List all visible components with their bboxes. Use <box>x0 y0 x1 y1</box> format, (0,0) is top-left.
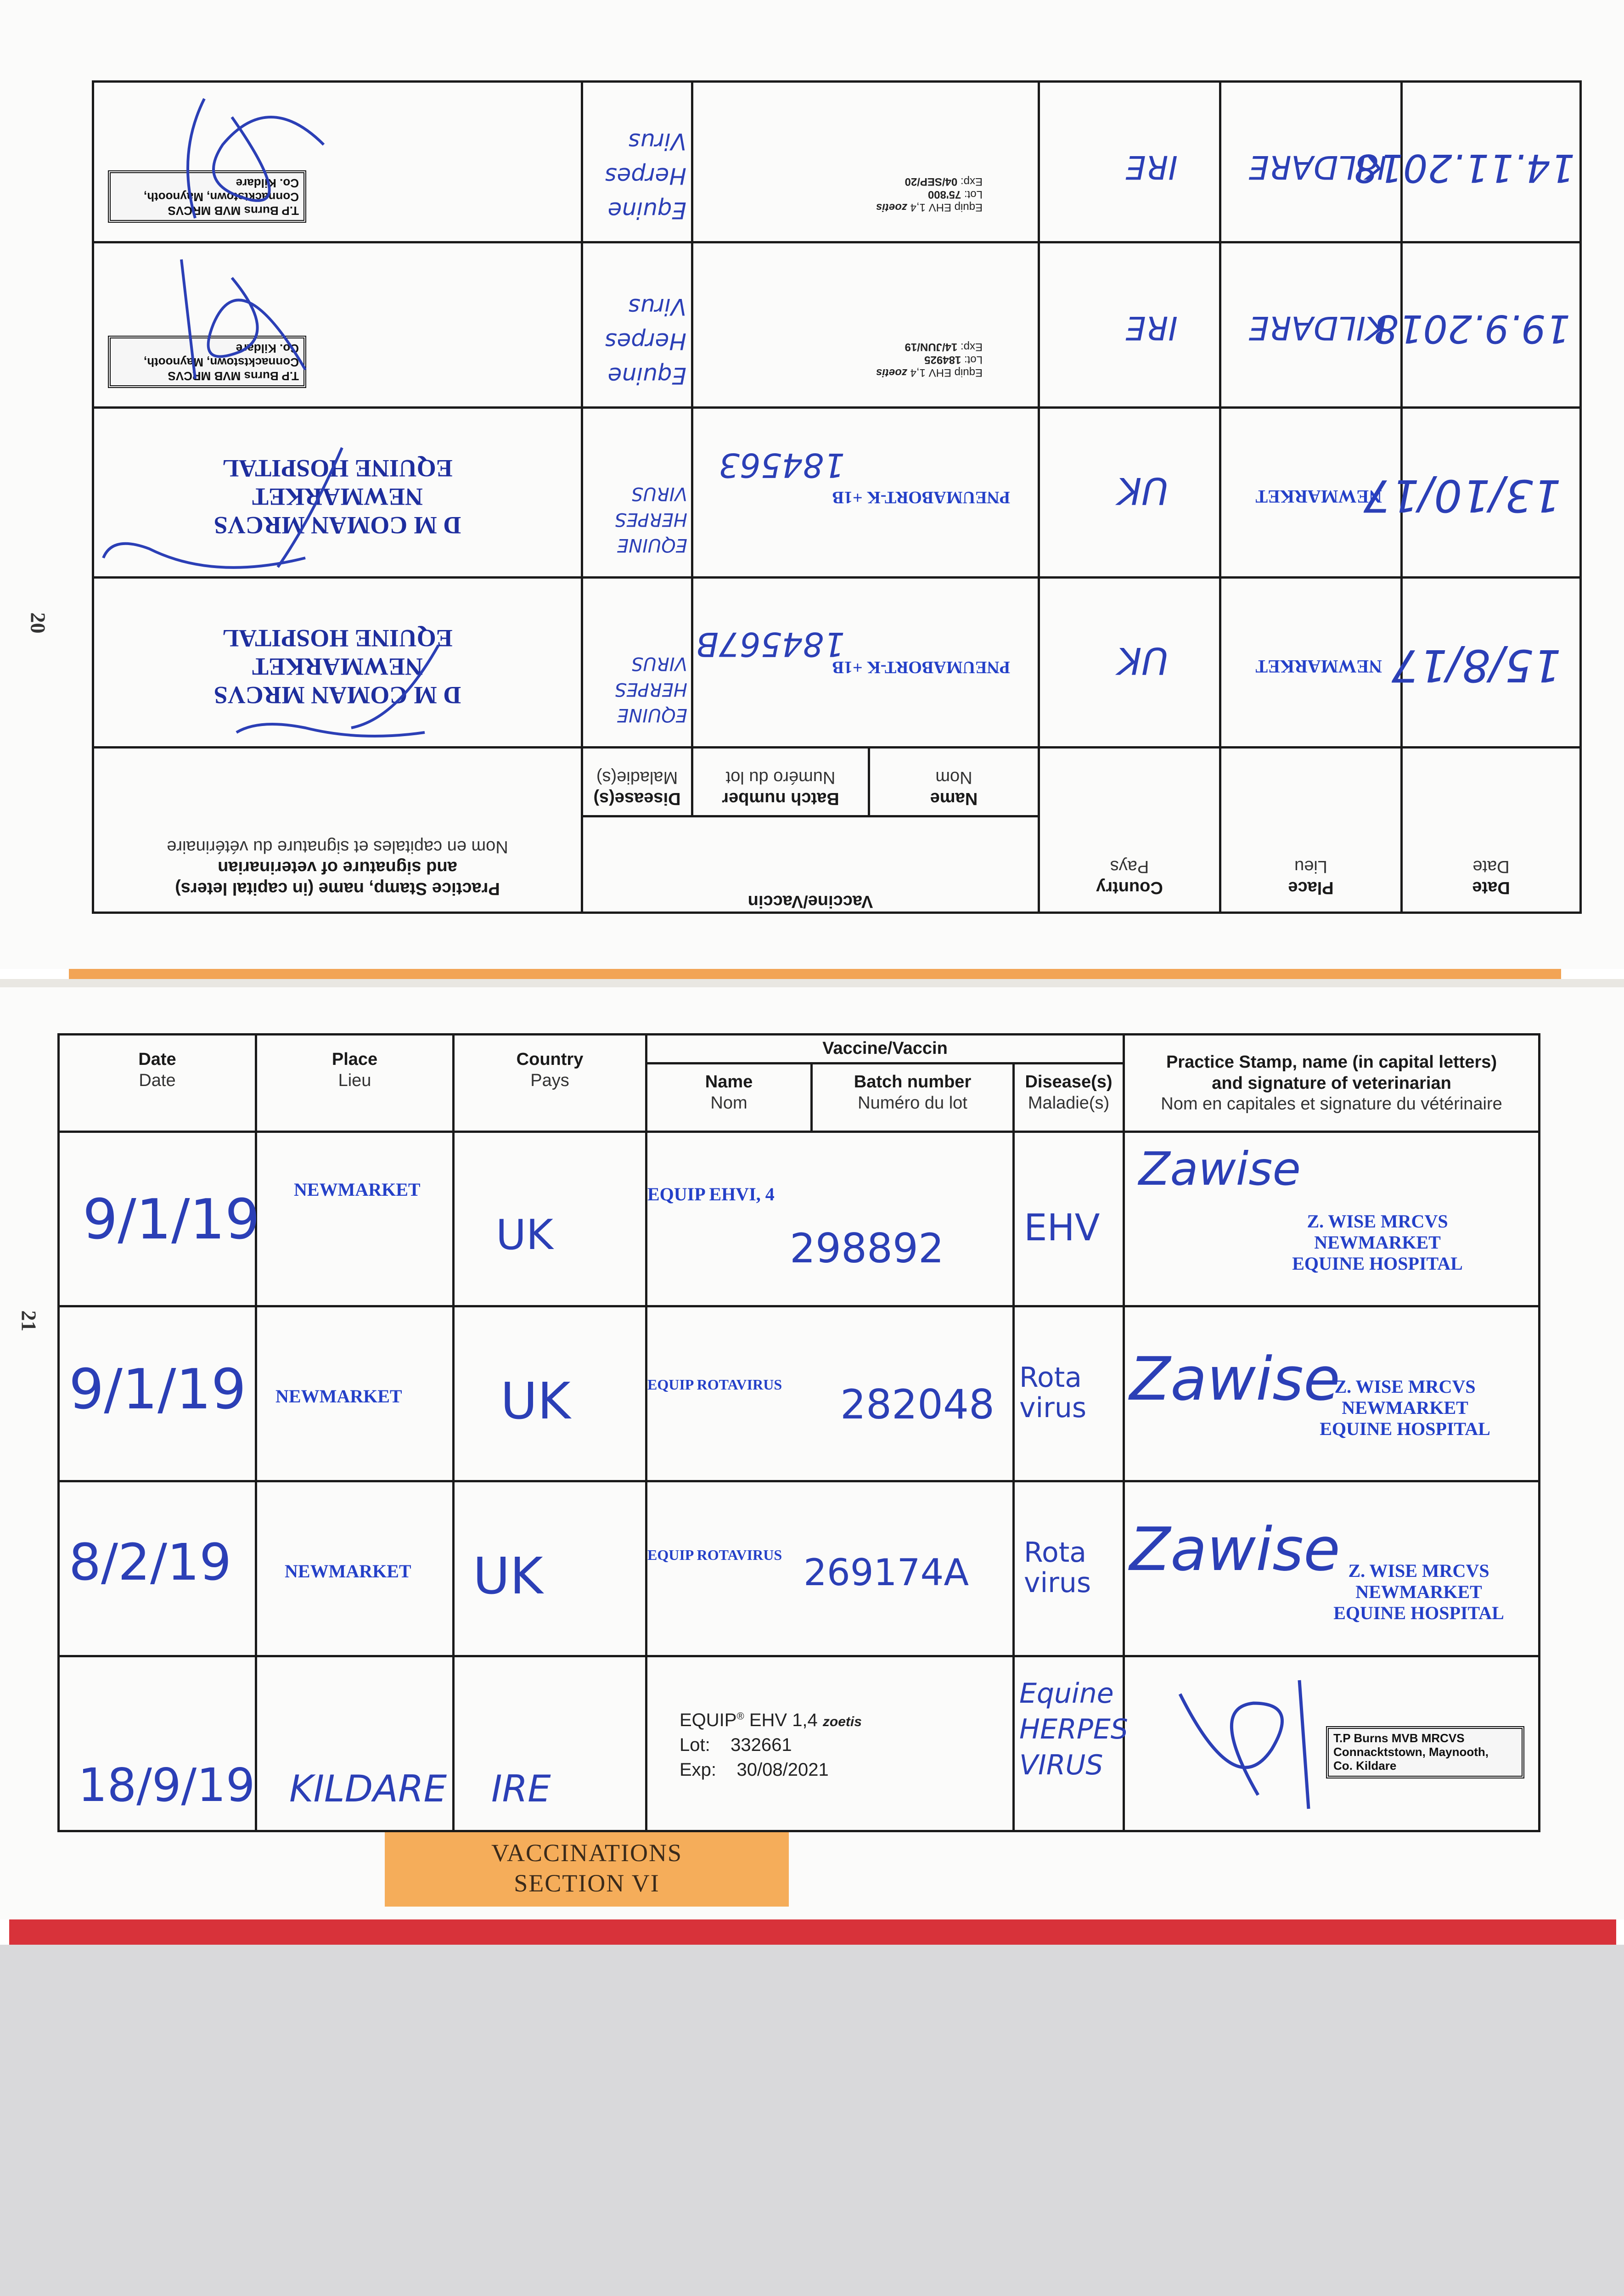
cell-place: KILDARE <box>256 1656 454 1831</box>
cell-place: NEWMARKET <box>1220 578 1402 748</box>
cell-country: UK <box>454 1131 646 1306</box>
lower-page <box>0 987 1624 1919</box>
cell-country: UK <box>1039 408 1220 578</box>
cell-disease: EHV <box>1014 1131 1124 1306</box>
signature-scribble <box>94 439 351 576</box>
cell-vaccine-label: Equip EHV 1,4 zoetis Lot: 75'800 Exp: 04/SEP/20 <box>692 82 1039 242</box>
cell-date: 9/1/19 <box>59 1131 256 1306</box>
signature-scribble <box>223 627 452 746</box>
cell-stamp: T.P Burns MVB MRCVS Connacktstown, Maynooth, Co. Kildare <box>93 82 582 242</box>
cell-country: IRE <box>1039 82 1220 242</box>
upper-vaccination-table <box>94 128 1582 914</box>
cell-disease: Rota virus <box>1014 1481 1124 1656</box>
cell-place: NEWMARKET <box>256 1306 454 1481</box>
header-practice-stamp: Practice Stamp, name (in capital letters) and signature of veterinarian Nom en capitales et signature du vétérinaire <box>1124 1035 1540 1132</box>
cell-vaccine: PNEUMABORT-K +1B 184567B <box>692 578 1039 748</box>
header-vaccine: Vaccine/Vaccin <box>646 1035 1124 1064</box>
cell-country: IRE <box>1039 242 1220 408</box>
header-batch: Batch number Numéro du lot <box>812 1064 1014 1131</box>
header-place: Place Lieu <box>1220 748 1402 913</box>
cell-stamp: D M COMAN MRCVS NEWMARKET EQUINE HOSPITAL <box>93 408 582 578</box>
cell-disease: Rota virus <box>1014 1306 1124 1481</box>
cell-vaccine: PNEUMABORT-K +1B 184563 <box>692 408 1039 578</box>
cell-disease: EQUINE HERPES VIRUS <box>582 578 692 748</box>
upper-page <box>0 0 1624 969</box>
header-date: Date Date <box>1402 748 1581 913</box>
header-name: Name Nom <box>646 1064 812 1131</box>
cell-stamp: Zawise Z. WISE MRCVS NEWMARKET EQUINE HOSPITAL <box>1124 1481 1540 1656</box>
cell-date: 19.9.2018 <box>1402 242 1581 408</box>
cell-date: 14.11.2018 <box>1402 82 1581 242</box>
cell-disease: Equine HERPES VIRUS <box>1014 1656 1124 1831</box>
cell-stamp: T.P Burns MVB MRCVS Connacktstown, Maynooth, Co. Kildare <box>1124 1656 1540 1831</box>
header-date: Date Date <box>59 1035 256 1132</box>
cell-date: 13/10/17 <box>1402 408 1581 578</box>
header-batch: Batch number Numéro du lot <box>692 748 869 816</box>
lower-vaccination-table <box>57 1033 1538 1832</box>
page-number-20: 20 <box>26 612 50 634</box>
header-disease: Disease(s) Maladie(s) <box>582 748 692 816</box>
cell-date: 9/1/19 <box>59 1306 256 1481</box>
cell-stamp: Zawise Z. WISE MRCVS NEWMARKET EQUINE HOSPITAL <box>1124 1131 1540 1306</box>
header-name: Name Nom <box>869 748 1039 816</box>
cell-stamp: T.P Burns MVB MRCVS Connacktstown, Maynooth, Co. Kildare <box>93 242 582 408</box>
page-gutter <box>0 979 1624 987</box>
page-fold-strip <box>69 969 1561 979</box>
header-place: Place Lieu <box>256 1035 454 1132</box>
signature-scribble <box>131 90 342 236</box>
header-practice-stamp: Practice Stamp, name (in capital leters) and signature of veterinarian Nom en capitales et signature du vétérinaire <box>93 748 582 913</box>
table-row <box>59 1481 1540 1656</box>
section-label: VACCINATIONS SECTION VI <box>385 1832 789 1907</box>
cell-stamp: D M COMAN MRCVS NEWMARKET EQUINE HOSPITAL <box>93 578 582 748</box>
cell-place: NEWMARKET <box>256 1131 454 1306</box>
cell-disease: Equine Herpes Virus <box>582 82 692 242</box>
cell-country: UK <box>1039 578 1220 748</box>
cell-country: IRE <box>454 1656 646 1831</box>
cell-country: UK <box>454 1306 646 1481</box>
cell-date: 15/8/17 <box>1402 578 1581 748</box>
cell-place: NEWMARKET <box>256 1481 454 1656</box>
cell-disease: EQUINE HERPES VIRUS <box>582 408 692 578</box>
table-row <box>93 242 1580 408</box>
table-row <box>93 408 1580 578</box>
table-row <box>93 578 1580 748</box>
cell-vaccine: EQUIP ROTAVIRUS 282048 <box>646 1306 1014 1481</box>
header-country: Country Pays <box>1039 748 1220 913</box>
header-disease: Disease(s) Maladie(s) <box>1014 1064 1124 1131</box>
table-row <box>59 1131 1540 1306</box>
scan-background <box>0 1945 1624 2296</box>
header-vaccine: Vaccine/Vaccin <box>582 816 1039 913</box>
cell-place: KILDARE <box>1220 82 1402 242</box>
cell-place: KILDARE <box>1220 242 1402 408</box>
table-row <box>93 82 1580 242</box>
cell-date: 18/9/19 <box>59 1656 256 1831</box>
cell-disease: Equine Herpes Virus <box>582 242 692 408</box>
page-number-21: 21 <box>17 1310 41 1332</box>
cell-vaccine: EQUIP EHVI, 4 298892 <box>646 1131 1014 1306</box>
cell-date: 8/2/19 <box>59 1481 256 1656</box>
cell-place: NEWMARKET <box>1220 408 1402 578</box>
book-cover-edge <box>9 1919 1616 1945</box>
cell-vaccine-label: EQUIP® EHV 1,4 zoetis Lot: 332661 Exp: 30/08/2021 <box>646 1656 1014 1831</box>
cell-country: UK <box>454 1481 646 1656</box>
table-row <box>59 1656 1540 1831</box>
cell-stamp: Zawise Z. WISE MRCVS NEWMARKET EQUINE HOSPITAL <box>1124 1306 1540 1481</box>
signature-scribble <box>140 250 333 397</box>
header-country: Country Pays <box>454 1035 646 1132</box>
cell-vaccine-label: Equip EHV 1,4 zoetis Lot: 184925 Exp: 14/JUN/19 <box>692 242 1039 408</box>
table-row <box>59 1306 1540 1481</box>
cell-vaccine: EQUIP ROTAVIRUS 269174A <box>646 1481 1014 1656</box>
